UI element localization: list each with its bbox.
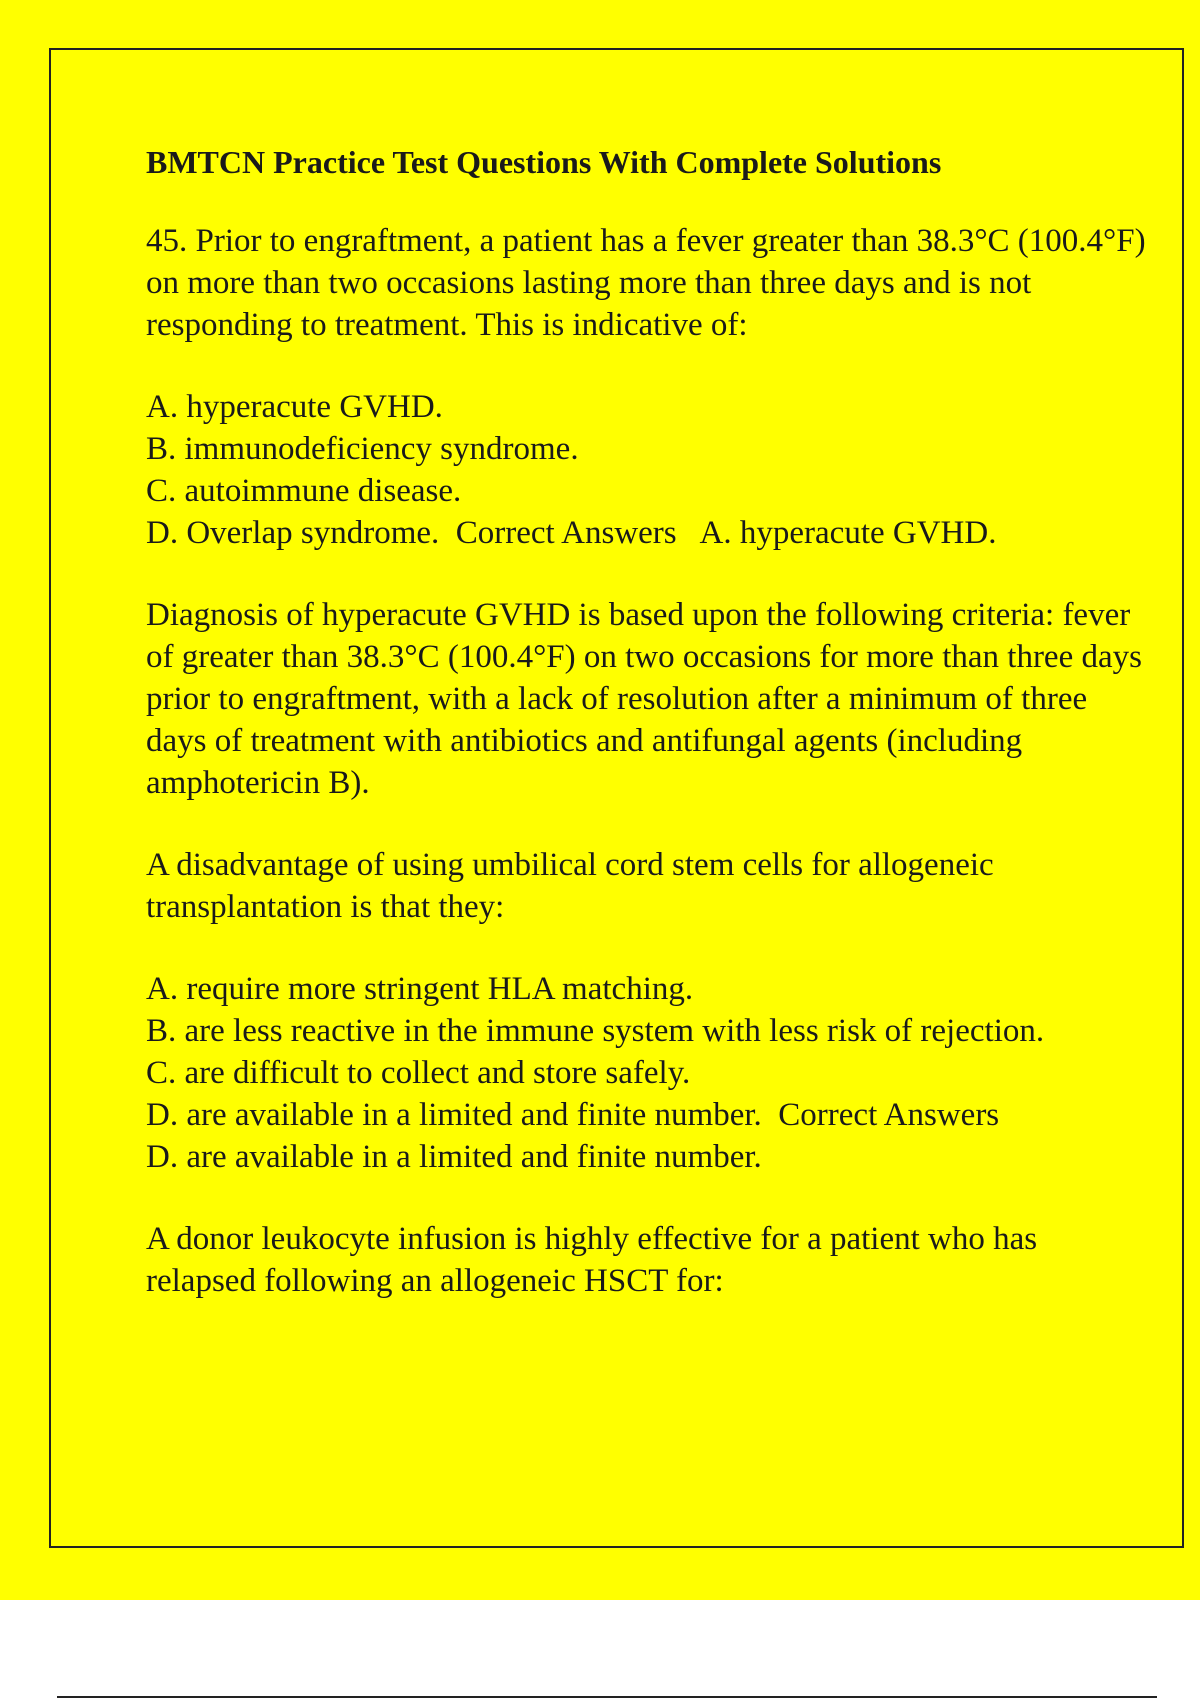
footer-divider — [57, 1696, 1157, 1698]
document-content — [146, 140, 1146, 1342]
question-45-option-d-answer: D. Overlap syndrome. Correct Answers A. hyperacute GVHD. — [146, 515, 997, 551]
question-cord-answer: D. are available in a limited and finite number. — [146, 1139, 762, 1175]
question-cord-stem: A disadvantage of using umbilical cord stem cells for allogeneic transplantation is that they: — [146, 847, 994, 925]
question-cord-option-d: D. are available in a limited and finite number. Correct Answers — [146, 1097, 1000, 1133]
question-45-option-c: C. autoimmune disease. — [146, 473, 462, 509]
question-45-stem: 45. Prior to engraftment, a patient has a fever greater than 38.3°C (100.4°F) on more than two occasions lasting more than three days and is not responding to treatment. This is indicative of: — [146, 223, 1146, 343]
question-45-option-a: A. hyperacute GVHD. — [146, 389, 443, 425]
question-45-options — [146, 386, 1146, 554]
question-cord-option-b: B. are less reactive in the immune system with less risk of rejection. — [146, 1013, 1045, 1049]
question-45-option-b: B. immunodeficiency syndrome. — [146, 431, 579, 467]
question-cord-option-c: C. are difficult to collect and store safely. — [146, 1055, 691, 1091]
document-title: BMTCN Practice Test Questions With Complete Solutions — [146, 144, 942, 180]
question-cord-option-a: A. require more stringent HLA matching. — [146, 971, 694, 1007]
question-cord-options — [146, 968, 1146, 1178]
question-45-explanation: Diagnosis of hyperacute GVHD is based upon the following criteria: fever of greater than 38.3°C (100.4°F) on two occasions for more than three days prior to engraftment, with a lack of resolution after a minimum of three days of treatment with antibiotics and antifungal agents (including amphotericin B). — [146, 597, 1142, 801]
question-dli-stem: A donor leukocyte infusion is highly effective for a patient who has relapsed following an allogeneic HSCT for: — [146, 1221, 1038, 1299]
